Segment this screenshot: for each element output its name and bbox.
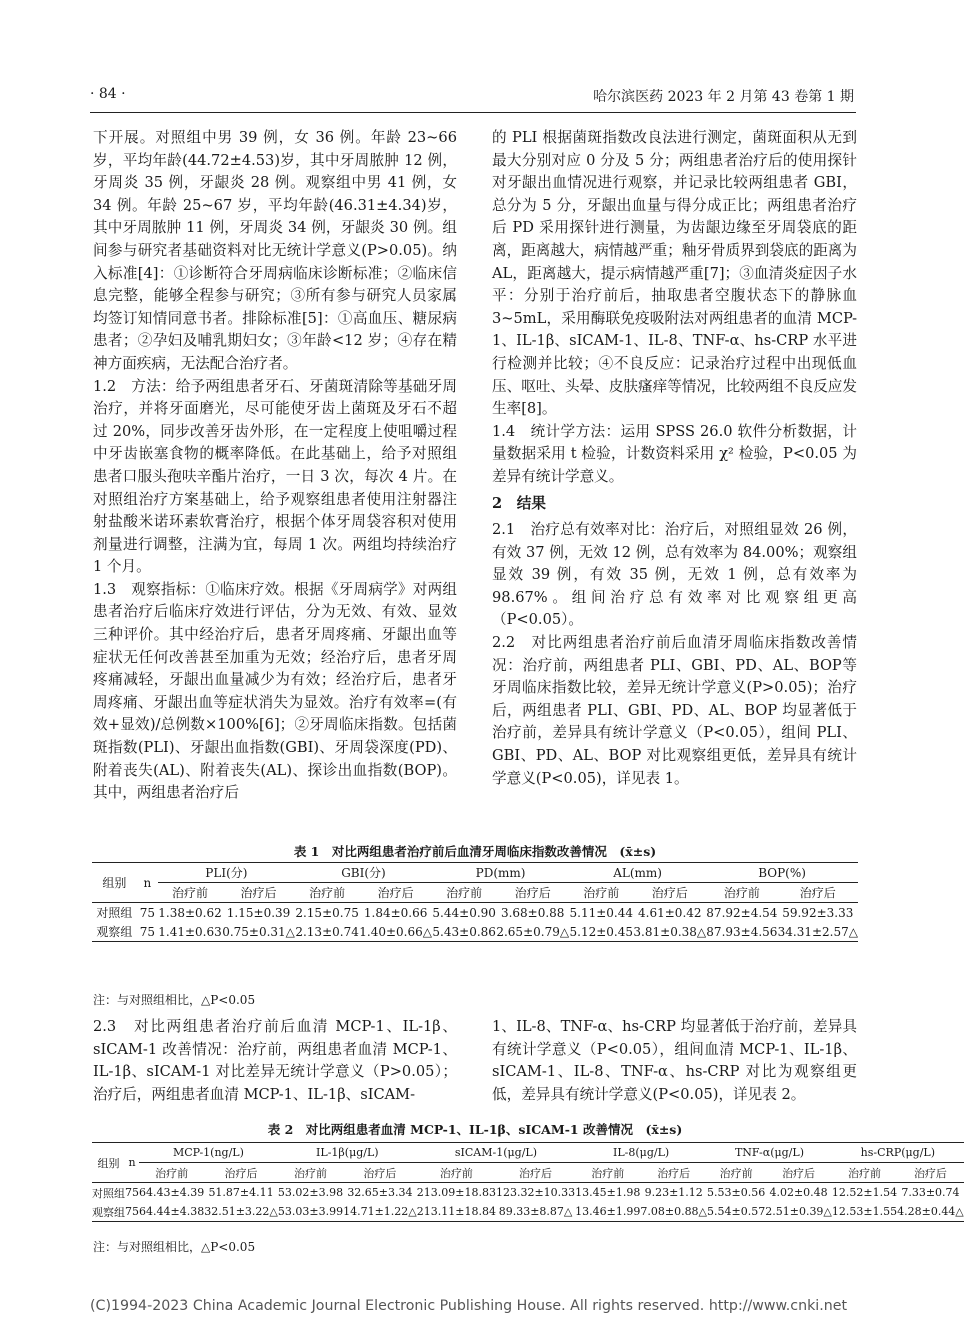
value-cell: 7.08±0.88△ [640,1202,707,1222]
post-header: 治疗后 [778,883,858,903]
value-cell: 123.32±10.33 [495,1186,576,1199]
metric-header: MCP-1(ng/L) [139,1143,278,1163]
value-cell: 5.44±0.90 [432,905,496,920]
metric-header: IL-1β(μg/L) [278,1143,417,1163]
metric-header: sICAM-1(μg/L) [417,1143,575,1163]
value-cell: 1.38±0.62 [158,905,222,920]
value-cell: 1.41±0.63 [158,922,222,942]
value-cell: 7.33±0.74 [901,1186,960,1199]
n-header: n [125,1143,139,1183]
value-cell: 0.75±0.31△ [222,922,295,942]
value-cell: 9.23±1.12 [644,1186,703,1199]
value-cell: 5.43±0.86 [432,922,496,942]
paragraph: 2.2 对比两组患者治疗前后血清牙周临床指数改善情况：治疗前，两组患者 PLI、GBI、PD、AL、BOP等牙周临床指数比较，差异无统计学意义(P>0.05)；治疗后，两组患者 PLI、GBI、PD、AL、BOP 均显著低于治疗前，差异具有统计学意义（P<0.05），组间 PLI、GBI、PD、AL、BOP 对比观察组更低，差异具有统计学意义(P<0.05)，详见表 1。 [492,634,857,787]
copyright-footer: (C)1994-2023 China Academic Journal Electronic Publishing House. All rights reserved. http://www.cnki.net [90,1298,848,1314]
right-column [492,127,857,790]
value-cell: 2.13±0.74 [295,922,359,942]
post-header: 治疗后 [204,1163,278,1183]
value-cell: 64.44±4.38 [139,1202,204,1222]
value-cell: 3.68±0.88 [500,905,565,920]
post-header: 治疗后 [222,883,295,903]
metric-header: GBI(分) [295,863,432,883]
table-row [92,1183,964,1203]
value-cell: 2.65±0.79△ [496,922,569,942]
value-cell: 32.65±3.34 [347,1186,413,1199]
pre-header: 治疗前 [575,1163,640,1183]
metric-header: PLI(分) [158,863,295,883]
value-cell: 13.46±1.99 [575,1202,640,1222]
post-header: 治疗后 [640,1163,707,1183]
metric-header: PD(mm) [432,863,569,883]
table-row [92,903,858,923]
metric-header: TNF-α(μg/L) [707,1143,832,1163]
value-cell: 32.51±3.22△ [204,1202,278,1222]
value-cell: 1.84±0.66 [363,905,428,920]
paragraph: 2.3 对比两组患者治疗前后血清 MCP-1、IL-1β、sICAM-1 改善情况：治疗前，两组患者血清 MCP-1、IL-1β、sICAM-1 对比差异无统计学意义（P>0.05）；治疗后，两组患者血清 MCP-1、IL-1β、sICAM- [93,1018,457,1103]
value-cell: 14.71±1.22△ [343,1202,417,1222]
section-2-3-right [492,1016,857,1106]
table-row [92,922,858,942]
value-cell: 51.87±4.11 [208,1186,274,1199]
pre-header: 治疗前 [706,883,777,903]
value-cell: 89.33±8.87△ [496,1202,575,1222]
section-2-3-left [93,1016,457,1106]
post-header: 治疗后 [343,1163,417,1183]
value-cell: 53.03±3.99 [278,1202,343,1222]
journal-header: 哈尔滨医药 2023 年 2 月第 43 卷第 1 期 [593,89,854,105]
value-cell: 4.02±0.48 [769,1186,828,1199]
post-header: 治疗后 [765,1163,832,1183]
pre-header: 治疗前 [707,1163,765,1183]
value-cell: 5.54±0.57 [707,1202,765,1222]
n-cell: 75 [125,1202,139,1222]
table-row [92,1202,964,1222]
page-number: · 84 · [90,86,126,102]
value-cell: 2.51±0.39△ [765,1202,832,1222]
value-cell: 87.92±4.54 [706,905,778,920]
paragraph: 1.3 观察指标：①临床疗效。根据《牙周病学》对两组患者治疗后临床疗效进行评估，分为无效、有效、显效三种评价。其中经治疗后，患者牙周疼痛、牙龈出血等症状无任何改善甚至加重为无效；经治疗后，患者牙周疼痛减轻，牙龈出血量减少为有效；经治疗后，患者牙周疼痛、牙龈出血等症状消失为显效。治疗有效率=(有效+显效)/总例数×100%[6]；②牙周临床指数。包括菌斑指数(PLI)、牙龈出血指数(GBI)、牙周袋深度(PD)、附着丧失(AL)、附着丧失(AL)、探诊出血指数(BOP)。其中，两组患者治疗后 [93,580,457,802]
paragraph: 2.1 治疗总有效率对比：治疗后，对照组显效 26 例，有效 37 例，无效 12 例，总有效率为 84.00%；观察组显效 39 例，有效 35 例，无效 1 例，总有效率为 98.67%。组间治疗总有效率对比观察组更高（P<0.05）。 [492,521,857,629]
group-header: 组别 [92,1143,125,1183]
post-header: 治疗后 [897,1163,964,1183]
value-cell: 1.15±0.39 [226,905,291,920]
section-heading: 2 结果 [492,494,546,512]
post-header: 治疗后 [496,1163,575,1183]
post-header: 治疗后 [496,883,569,903]
pre-header: 治疗前 [295,883,359,903]
value-cell: 34.31±2.57△ [778,922,858,942]
value-cell: 213.09±18.83 [416,1186,496,1199]
pre-header: 治疗前 [158,883,222,903]
value-cell: 213.11±18.84 [417,1202,496,1222]
value-cell: 13.45±1.98 [575,1186,641,1199]
value-cell: 1.40±0.66△ [359,922,432,942]
group-cell: 观察组 [92,1202,125,1222]
pre-header: 治疗前 [278,1163,343,1183]
group-cell: 对照组 [96,906,133,920]
value-cell: 4.28±0.44△ [897,1202,964,1222]
post-header: 治疗后 [359,883,432,903]
left-column [93,127,457,805]
value-cell: 12.52±1.54 [831,1186,898,1199]
value-cell: 53.02±3.98 [277,1186,344,1199]
metric-header: IL-8(μg/L) [575,1143,707,1163]
metric-header: BOP(%) [706,863,858,883]
group-cell: 观察组 [92,922,137,942]
pre-header: 治疗前 [432,883,496,903]
paragraph: 1.4 统计学方法：运用 SPSS 26.0 软件分析数据，计量数据采用 t 检验，计数资料采用 χ² 检验，P<0.05 为差异有统计学意义。 [492,422,857,485]
pre-header: 治疗前 [139,1163,204,1183]
table2-note: 注：与对照组相比，△P<0.05 [93,1240,256,1254]
n-cell: 75 [125,1186,139,1199]
paragraph: 1、IL-8、TNF-α、hs-CRP 均显著低于治疗前，差异具有统计学意义（P<0.05），组间血清 MCP-1、IL-1β、sICAM-1、IL-8、TNF-α、hs-CRP 对比为观察组更低，差异具有统计学意义(P<0.05)，详见表 2。 [492,1018,857,1103]
value-cell: 5.12±0.45 [569,922,633,942]
n-header: n [137,863,158,903]
value-cell: 87.93±4.56 [706,922,777,942]
value-cell: 5.11±0.44 [569,905,633,920]
table1 [92,862,858,942]
pre-header: 治疗前 [417,1163,496,1183]
header-rule [90,112,856,113]
table1-note: 注：与对照组相比，△P<0.05 [93,993,256,1007]
table2-caption: 表 2 对比两组患者血清 MCP-1、IL-1β、sICAM-1 改善情况 (x̄±s) [267,1122,683,1137]
value-cell: 5.53±0.56 [707,1186,766,1199]
value-cell: 2.15±0.75 [295,905,359,920]
pre-header: 治疗前 [569,883,633,903]
pre-header: 治疗前 [832,1163,897,1183]
table2 [92,1142,964,1222]
n-cell: 75 [137,922,158,942]
paragraph: 的 PLI 根据菌斑指数改良法进行测定，菌斑面积从无到最大分别对应 0 分及 5 分；两组患者治疗后的使用探针对牙龈出血情况进行观察，并记录比较两组患者 GBI，总分为 5 分，牙龈出血量与得分成正比；两组患者治疗后 PD 采用探针进行测量，为齿龈边缘至牙周袋底的距离，距离越大，病情越严重；釉牙骨质界到袋底的距离为 AL，距离越大，提示病情越严重[7]；③血清炎症因子水平：分别于治疗前后，抽取患者空腹状态下的静脉血 3~5mL，采用酶联免疫吸附法对两组患者的血清 MCP-1、IL-1β、sICAM-1、IL-8、TNF-α、hs-CRP 水平进行检测并比较；④不良反应：记录治疗过程中出现低血压、呕吐、头晕、皮肤瘙痒等情况，比较两组不良反应发生率[8]。 [492,129,857,418]
post-header: 治疗后 [633,883,706,903]
group-header: 组别 [92,863,137,903]
group-cell: 对照组 [92,1186,125,1200]
n-cell: 75 [139,905,155,920]
value-cell: 3.81±0.38△ [633,922,706,942]
paragraph: 下开展。对照组中男 39 例，女 36 例。年龄 23~66 岁，平均年龄(44.72±4.53)岁，其中牙周脓肿 12 例，牙周炎 35 例，牙龈炎 28 例。观察组中男 41 例，女 34 例。年龄 25~67 岁，平均年龄(46.31±4.34)岁，其中牙周脓肿 11 例，牙周炎 34 例，牙龈炎 30 例。组间参与研究者基础资料对比无统计学意义(P>0.05)。纳入标准[4]：①诊断符合牙周病临床诊断标准；②临床信息完整，能够全程参与研究；③所有参与研究人员家属均签订知情同意书者。排除标准[5]：①高血压、糖尿病患者；②孕妇及哺乳期妇女；③年龄<12 岁；④存在精神方面疾病，无法配合治疗者。 [93,129,457,372]
value-cell: 64.43±4.39 [139,1186,205,1199]
value-cell: 4.61±0.42 [638,905,702,920]
value-cell: 59.92±3.33 [782,905,854,920]
table1-caption: 表 1 对比两组患者治疗前后血清牙周临床指数改善情况 (x̄±s) [293,844,657,859]
metric-header: AL(mm) [569,863,706,883]
metric-header: hs-CRP(μg/L) [832,1143,964,1163]
paragraph: 1.2 方法：给予两组患者牙石、牙菌斑清除等基础牙周治疗，并将牙面磨光，尽可能使牙齿上菌斑及牙石不超过 20%，同步改善牙齿外形，在一定程度上使咀嚼过程中牙齿嵌塞食物的概率降低。在此基础上，给予对照组患者口服头孢呋辛酯片治疗，一日 3 次，每次 4 片。在对照组治疗方案基础上，给予观察组患者使用注射器注射盐酸米诺环素软膏治疗，根据个体牙周袋容积对使用剂量进行调整，注满为宜，每周 1 次。两组均持续治疗 1 个月。 [93,377,457,576]
value-cell: 12.53±1.55 [832,1202,897,1222]
